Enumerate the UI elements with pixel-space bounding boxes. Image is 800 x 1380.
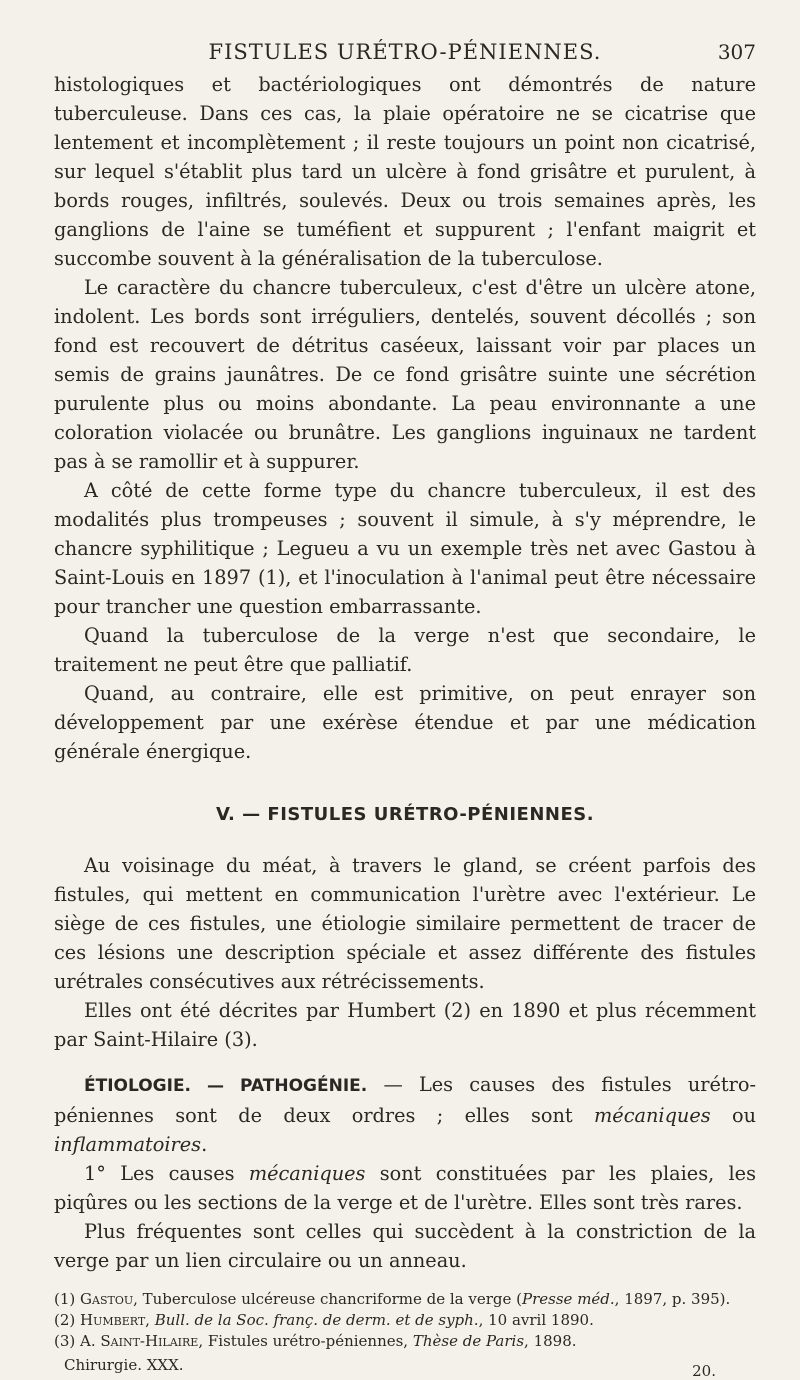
page-number: 307 [717,40,756,64]
footnote-3 [54,1331,756,1352]
paragraph-chancre-character: Le caractère du chancre tuberculeux, c'est d'être un ulcère atone, indolent. Les bords sont irréguliers, dentelés, souvent décollés ; son fond est recouvert de détritus caséeux, laissant voir par places un semis de grains jaunâtres. De ce fond grisâtre suinte une sécrétion purulente plus ou moins abondante. La peau environnante a une coloration violacée ou brunâtre. Les ganglions inguinaux ne tardent pas à se ramollir et à suppurer. [54,276,756,473]
footnote-2-end: , 10 avril 1890. [478,1311,594,1329]
footnotes [54,1289,756,1352]
footnote-2-number: (2) [54,1311,81,1329]
section-heading: V. — FISTULES URÉTRO-PÉNIENNES. [215,804,595,825]
footnote-3-number: (3) A. [54,1332,101,1350]
signature-row [54,1356,756,1380]
footnote-2-sep: , [145,1311,155,1329]
footnote-2-author: Humbert [80,1311,146,1329]
paragraph-fistula-intro: Au voisinage du méat, à travers le gland, se créent parfois des fistules, qui mettent en communication l'urètre avec l'extérieur. Le siège de ces fistules, une étiologie similaire permettent de tracer de ces lésions une description spéciale et assez différente des fistules urétrales consécutives aux rétrécissements. [54,854,756,993]
footnote-1 [54,1289,756,1310]
paragraph-constriction: Plus fréquentes sont celles qui succèdent à la constriction de la verge par un lien circulaire ou un anneau. [54,1220,756,1272]
footnote-3-text: , Fistules urétro-péniennes, [198,1332,413,1350]
mechanical-term: mécaniques [248,1162,366,1185]
etiology-heading: ÉTIOLOGIE. — PATHOGÉNIE. [84,1076,368,1096]
footnote-1-author: Gastou [80,1290,134,1308]
running-head [54,30,756,70]
paragraph-secondary-treatment: Quand la tuberculose de la verge n'est que secondaire, le traitement ne peut être que palliatif. [54,624,756,676]
footnote-1-end: , 1897, p. 395). [614,1290,731,1308]
paragraph-fistula-authors: Elles ont été décrites par Humbert (2) en 1890 et plus récemment par Saint-Hilaire (3). [54,999,756,1051]
footnote-1-number: (1) [54,1290,81,1308]
mechanical-text-end: sont constituées par les plaies, les piqûres ou les sections de la verge et de l'urètre. Elles sont très rares. [54,1162,756,1214]
footnote-3-journal: Thèse de Paris [412,1332,525,1350]
footnote-3-author: Saint-Hilaire [100,1332,199,1350]
running-title: FISTULES URÉTRO-PÉNIENNES. [208,40,602,64]
footnote-3-end: , 1898. [524,1332,577,1350]
paragraph-mechanical-causes [54,1159,756,1217]
etiology-term-inflammatory: inflammatoires [54,1133,202,1156]
spacer [54,1054,756,1070]
mechanical-text-start: 1° Les causes [84,1162,249,1185]
paragraph-etiology [54,1070,756,1159]
body-text [54,70,756,1275]
footnote-2-journal: Bull. de la Soc. franç. de derm. et de syph. [154,1311,479,1329]
signature-number: 20. [692,1362,716,1380]
etiology-term-mechanical: mécaniques [594,1104,711,1127]
etiology-text-mid: ou [710,1104,757,1127]
etiology-text-end: . [201,1133,208,1156]
paragraph-continuation: histologiques et bactériologiques ont démontrés de nature tuberculeuse. Dans ces cas, la plaie opératoire ne se cicatrise que lentement et incomplètement ; il reste toujours un point non cicatrisé, sur lequel s'établit plus tard un ulcère à fond grisâtre et purulent, à bords rouges, infiltrés, soulevés. Deux ou trois semaines après, les ganglions de l'aine se tuméfient et suppurent ; l'enfant maigrit et succombe souvent à la généralisation de la tuberculose. [54,73,756,270]
signature-mark: Chirurgie. XXX. [64,1356,184,1374]
footnote-1-text: , Tuberculose ulcéreuse chancriforme de la verge ( [133,1290,523,1308]
footnote-1-journal: Presse méd. [522,1290,615,1308]
etiology-text-start: — Les causes des fistules urétro-péniennes sont de deux ordres ; elles sont [54,1073,756,1127]
paragraph-primary-treatment: Quand, au contraire, elle est primitive, on peut enrayer son développement par une exérèse étendue et par une médication générale énergique. [54,682,756,763]
footnote-2 [54,1310,756,1331]
paragraph-deceptive-forms: A côté de cette forme type du chancre tuberculeux, il est des modalités plus trompeuses ; souvent il simule, à s'y méprendre, le chancre syphilitique ; Legueu a vu un exemple très net avec Gastou à Saint-Louis en 1897 (1), et l'inoculation à l'animal peut être nécessaire pour trancher une question embarrassante. [54,479,756,618]
